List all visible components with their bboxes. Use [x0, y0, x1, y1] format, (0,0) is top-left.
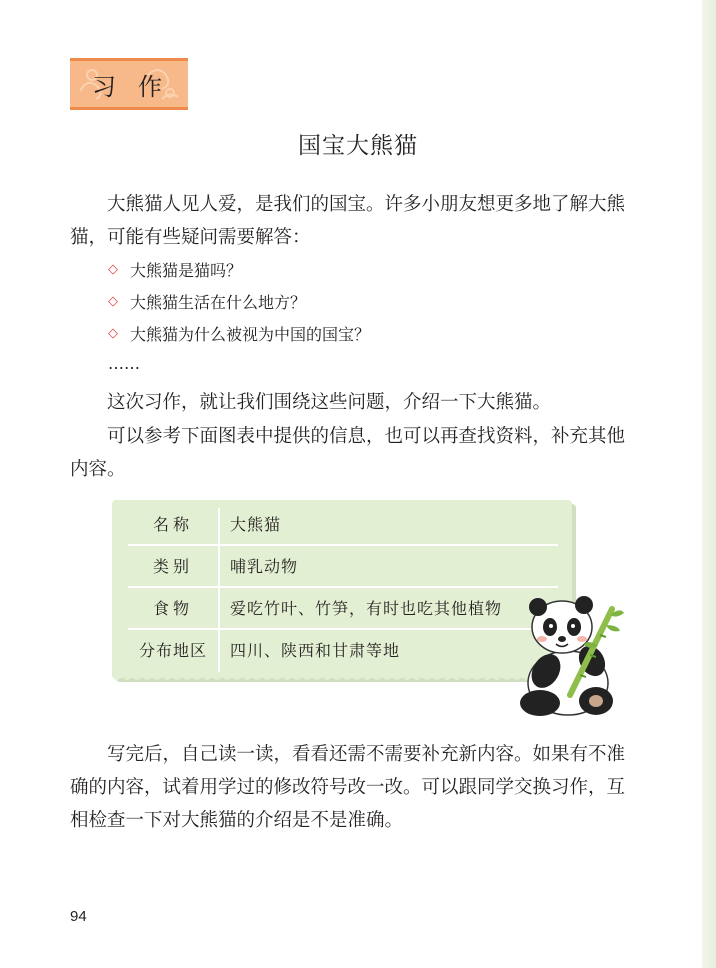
table-row [128, 502, 558, 544]
section-badge [70, 58, 188, 110]
table-value: 哺乳动物 [230, 556, 299, 576]
table-value: 大熊猫 [230, 514, 282, 534]
page-number: 94 [70, 908, 87, 925]
section-label: 习作 [92, 72, 184, 101]
question-text: 大熊猫为什么被视为中国的国宝？ [130, 325, 371, 344]
ellipsis: …… [108, 354, 140, 373]
panda-illustration [500, 585, 625, 720]
paragraph-2: 可以参考下面图表中提供的信息，也可以再查找资料，补充其他内容。 [70, 426, 626, 480]
question-text: 大熊猫是猫吗？ [130, 261, 243, 280]
table-label: 食物 [152, 598, 193, 618]
page-title: 国宝大熊猫 [298, 133, 418, 159]
diamond-bullet-icon: ◇ [108, 294, 118, 309]
table-label: 类别 [152, 556, 193, 576]
intro-paragraph: 大熊猫人见人爱，是我们的国宝。许多小朋友想更多地了解大熊猫，可能有些疑问需要解答： [70, 194, 626, 248]
table-value: 爱吃竹叶、竹笋，有时也吃其他植物 [230, 598, 503, 618]
diamond-bullet-icon: ◇ [108, 262, 118, 277]
question-item [108, 322, 370, 345]
table-row [128, 544, 558, 586]
table-label: 分布地区 [138, 640, 207, 660]
closing-paragraph: 写完后，自己读一读，看看还需不需要补充新内容。如果有不准确的内容，试着用学过的修改符号改一改。可以跟同学交换习作，互相检查一下对大熊猫的介绍是不是准确。 [70, 744, 626, 831]
question-item [108, 290, 306, 313]
table-row [128, 628, 558, 670]
paragraph-1: 这次习作，就让我们围绕这些问题，介绍一下大熊猫。 [107, 392, 552, 413]
table-value: 四川、陕西和甘肃等地 [230, 640, 401, 660]
question-text: 大熊猫生活在什么地方？ [130, 293, 307, 312]
diamond-bullet-icon: ◇ [108, 326, 118, 341]
table-label: 名称 [152, 514, 193, 534]
question-item [108, 258, 242, 281]
table-row [128, 586, 558, 628]
